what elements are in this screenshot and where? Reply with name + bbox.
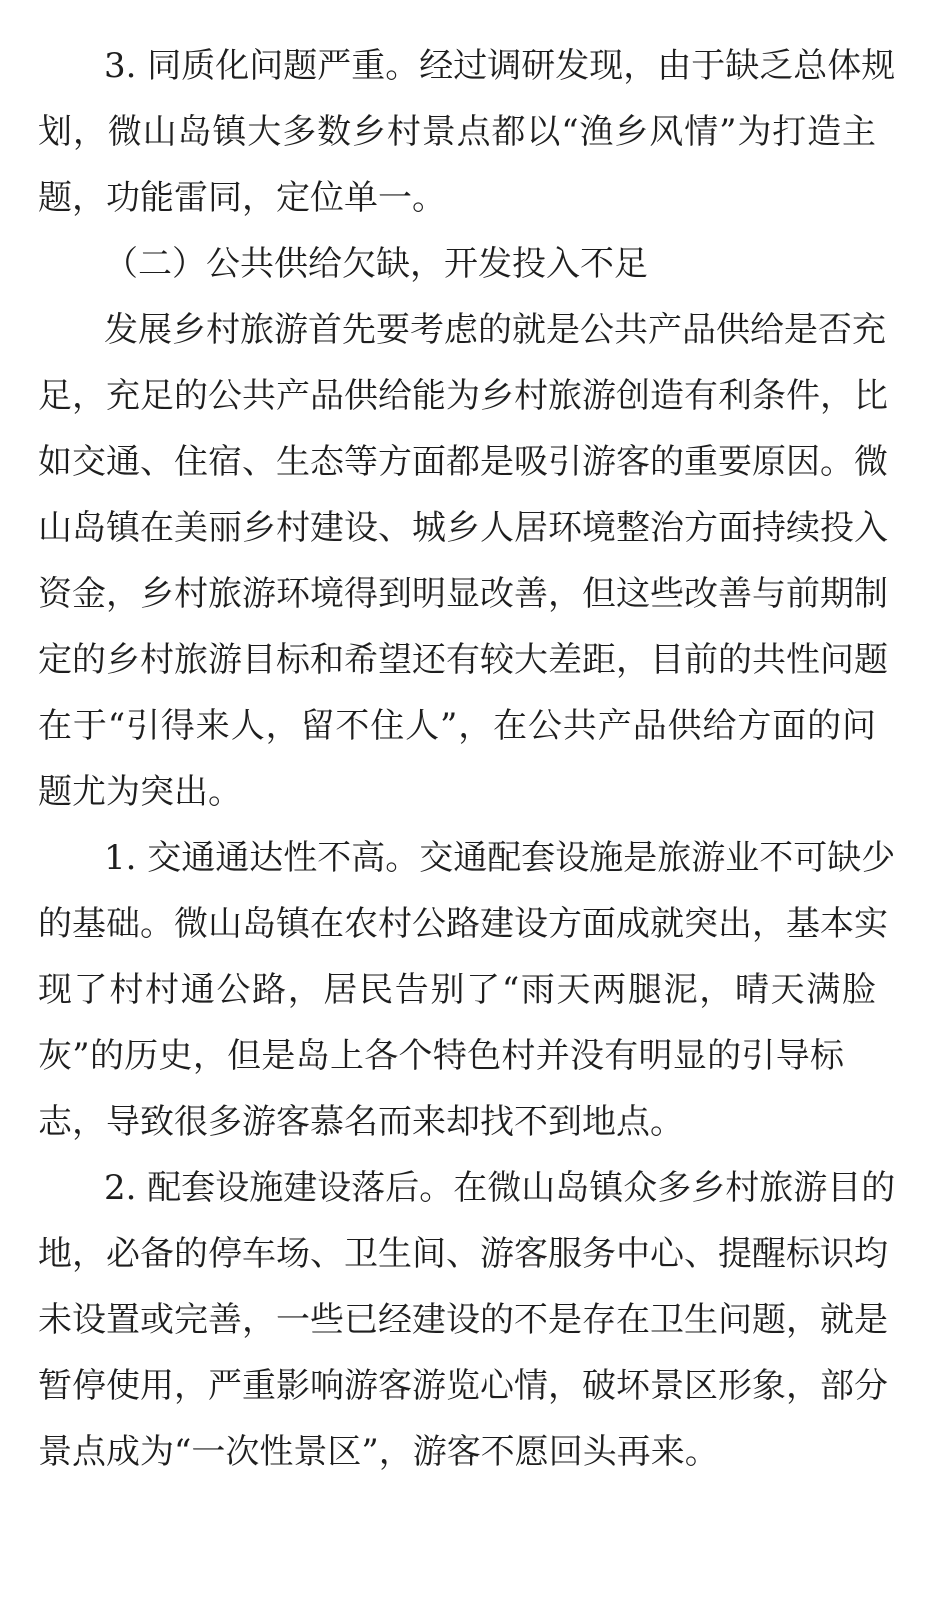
- paragraph-item1-line-2: 的基础。微山岛镇在农村公路建设方面成就突出，基本实: [38, 904, 888, 944]
- paragraph-item1-line-4: 灰”的历史，但是岛上各个特色村并没有明显的引导标: [38, 1036, 844, 1076]
- paragraph-item2-line-5: 景点成为“一次性景区”，游客不愿回头再来。: [38, 1432, 719, 1472]
- paragraph-intro-line-1: 发展乡村旅游首先要考虑的就是公共产品供给是否充: [104, 310, 886, 350]
- paragraph-item1-line-3: 现了村村通公路，居民告别了“雨天两腿泥，晴天满脸: [38, 970, 876, 1010]
- paragraph-intro-line-3: 如交通、住宿、生态等方面都是吸引游客的重要原因。微: [38, 442, 888, 482]
- paragraph-item2-line-1: 2. 配套设施建设落后。在微山岛镇众多乡村旅游目的: [104, 1168, 896, 1208]
- section-heading: （二）公共供给欠缺，开发投入不足: [104, 244, 648, 284]
- paragraph-item1-line-1: 1. 交通通达性不高。交通配套设施是旅游业不可缺少: [104, 838, 896, 878]
- paragraph-item1-line-5: 志，导致很多游客慕名而来却找不到地点。: [38, 1102, 684, 1142]
- paragraph-item3-line-1: 3. 同质化问题严重。经过调研发现，由于缺乏总体规: [104, 46, 896, 86]
- paragraph-intro-line-4: 山岛镇在美丽乡村建设、城乡人居环境整治方面持续投入: [38, 508, 888, 548]
- paragraph-intro-line-2: 足，充足的公共产品供给能为乡村旅游创造有利条件，比: [38, 376, 888, 416]
- paragraph-intro-line-5: 资金，乡村旅游环境得到明显改善，但这些改善与前期制: [38, 574, 888, 614]
- paragraph-item2-line-4: 暂停使用，严重影响游客游览心情，破坏景区形象，部分: [38, 1366, 888, 1406]
- paragraph-intro-line-8: 题尤为突出。: [38, 772, 242, 812]
- paragraph-intro-line-7: 在于“引得来人，留不住人”，在公共产品供给方面的问: [38, 706, 876, 746]
- paragraph-item3-line-3: 题，功能雷同，定位单一。: [38, 178, 446, 218]
- paragraph-item2-line-3: 未设置或完善，一些已经建设的不是存在卫生问题，就是: [38, 1300, 888, 1340]
- paragraph-intro-line-6: 定的乡村旅游目标和希望还有较大差距，目前的共性问题: [38, 640, 888, 680]
- paragraph-item2-line-2: 地，必备的停车场、卫生间、游客服务中心、提醒标识均: [38, 1234, 888, 1274]
- paragraph-item3-line-2: 划，微山岛镇大多数乡村景点都以“渔乡风情”为打造主: [38, 112, 876, 152]
